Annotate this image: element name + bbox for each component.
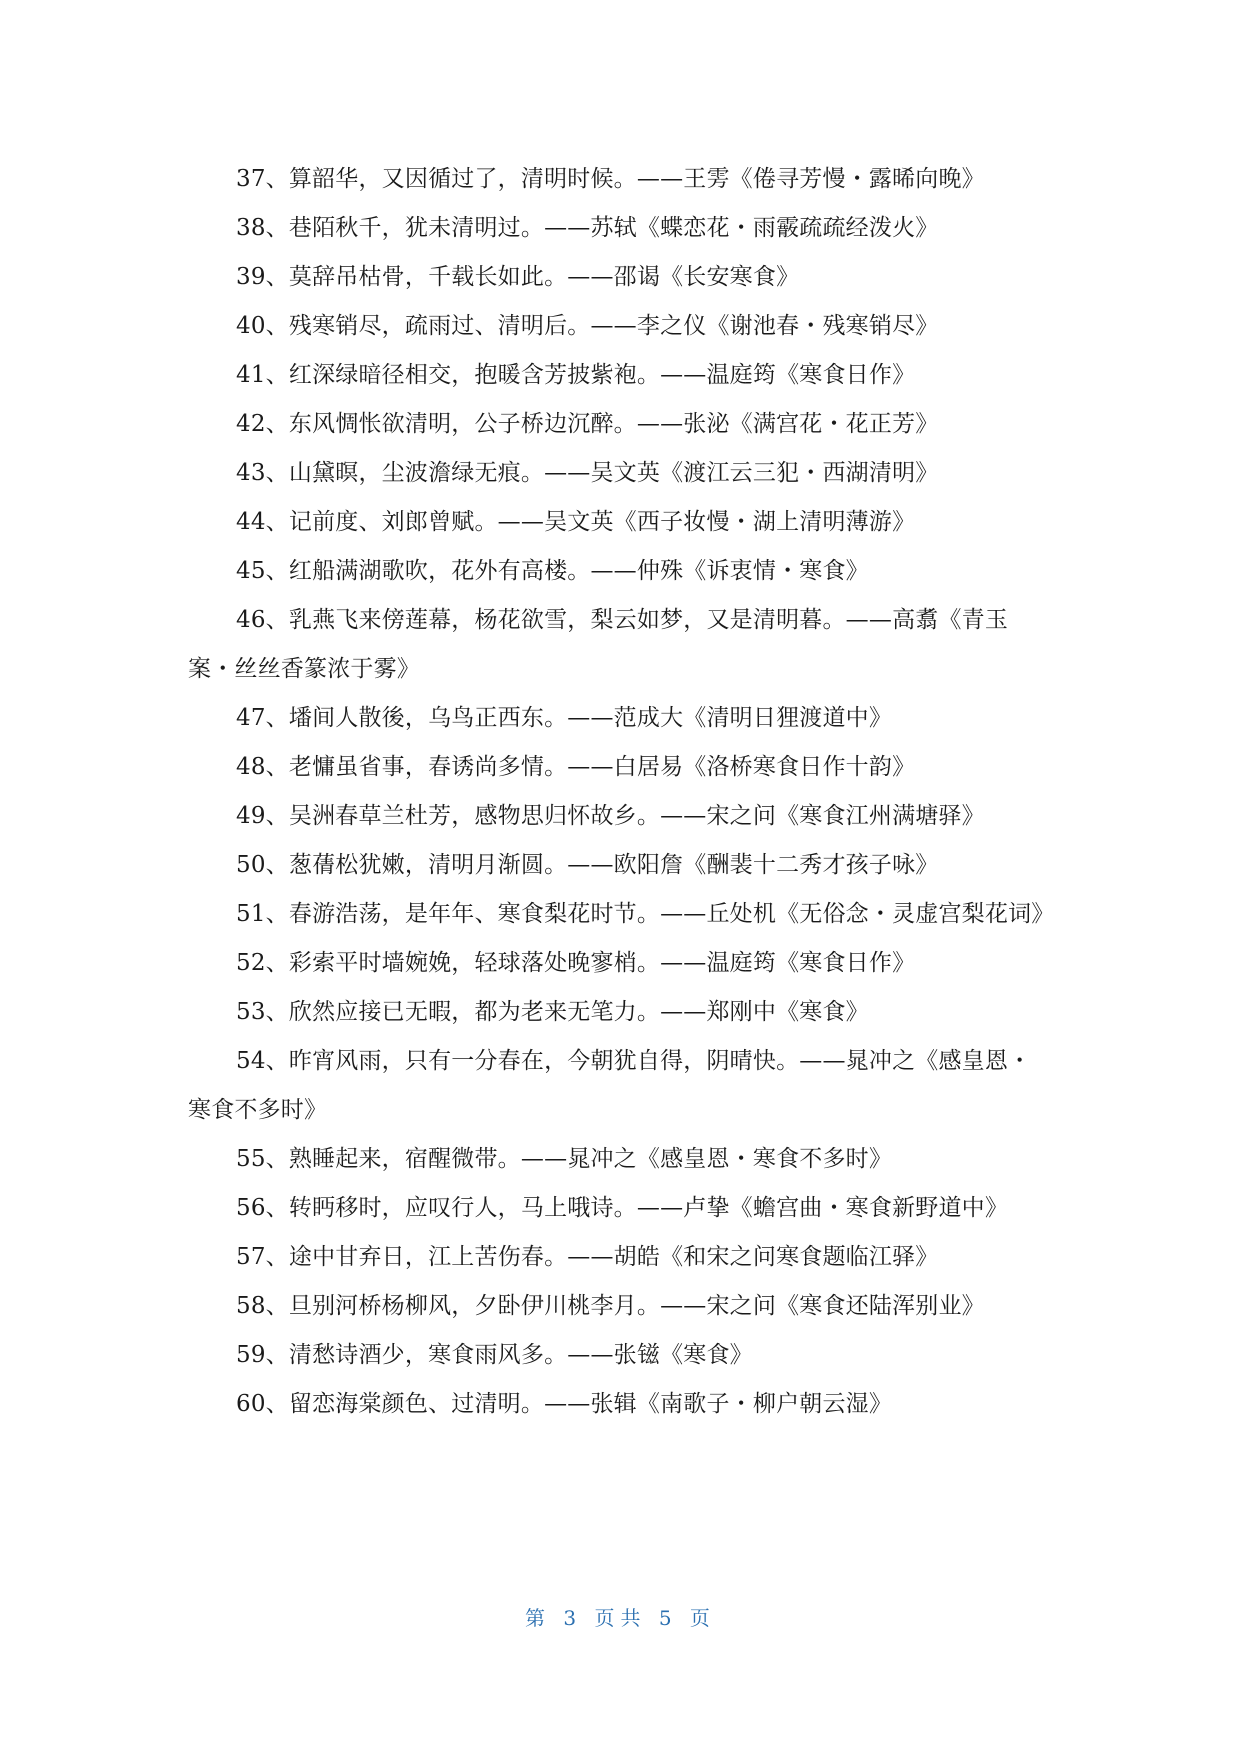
page-number: 第 3 页共 5 页 xyxy=(525,1606,716,1630)
list-item: 47、墦间人散後，乌鸟正西东。——范成大《清明日狸渡道中》 xyxy=(236,705,893,731)
list-item: 43、山黛暝，尘波澹绿无痕。——吴文英《渡江云三犯・西湖清明》 xyxy=(236,460,939,486)
list-item: 48、老慵虽省事，春诱尚多情。——白居易《洛桥寒食日作十韵》 xyxy=(236,754,916,780)
list-item: 44、记前度、刘郎曾赋。——吴文英《西子妆慢・湖上清明薄游》 xyxy=(236,509,916,535)
list-item: 53、欣然应接已无暇，都为老来无笔力。——郑刚中《寒食》 xyxy=(236,999,869,1025)
page-footer xyxy=(0,1602,1241,1631)
list-item: 57、途中甘弃日，江上苦伤春。——胡皓《和宋之问寒食题临江驿》 xyxy=(236,1244,939,1270)
list-item: 60、留恋海棠颜色、过清明。——张辑《南歌子・柳户朝云湿》 xyxy=(236,1391,893,1417)
list-item: 49、吴洲春草兰杜芳，感物思归怀故乡。——宋之问《寒食江州满塘驿》 xyxy=(236,803,985,829)
list-item: 46、乳燕飞来傍莲幕，杨花欲雪，梨云如梦，又是清明暮。——高翥《青玉案・丝丝香篆浓于雾》 xyxy=(188,607,1009,682)
list-item: 50、葱蒨松犹嫩，清明月渐圆。——欧阳詹《酬裴十二秀才孩子咏》 xyxy=(236,852,939,878)
list-item: 56、转眄移时，应叹行人，马上哦诗。——卢挚《蟾宫曲・寒食新野道中》 xyxy=(236,1195,1009,1221)
list-item: 55、熟睡起来，宿醒微带。——晁冲之《感皇恩・寒食不多时》 xyxy=(236,1146,893,1172)
list-item: 38、巷陌秋千，犹未清明过。——苏轼《蝶恋花・雨霰疏疏经泼火》 xyxy=(236,215,939,241)
list-item: 41、红深绿暗径相交，抱暖含芳披紫袍。——温庭筠《寒食日作》 xyxy=(236,362,916,388)
list-item: 40、残寒销尽，疏雨过、清明后。——李之仪《谢池春・残寒销尽》 xyxy=(236,313,939,339)
list-item: 52、彩索平时墙婉娩，轻球落处晚寥梢。——温庭筠《寒食日作》 xyxy=(236,950,916,976)
list-item: 58、旦别河桥杨柳风，夕卧伊川桃李月。——宋之问《寒食还陆浑别业》 xyxy=(236,1293,985,1319)
list-item: 42、东风惆怅欲清明，公子桥边沉醉。——张泌《满宫花・花正芳》 xyxy=(236,411,939,437)
list-item: 59、清愁诗酒少，寒食雨风多。——张镃《寒食》 xyxy=(236,1342,753,1368)
list-item: 54、昨宵风雨，只有一分春在，今朝犹自得，阴晴快。——晁冲之《感皇恩・寒食不多时》 xyxy=(188,1048,1032,1123)
list-item: 39、莫辞吊枯骨，千载长如此。——邵谒《长安寒食》 xyxy=(236,264,800,290)
list-item: 51、春游浩荡，是年年、寒食梨花时节。——丘处机《无俗念・灵虚宫梨花词》 xyxy=(236,901,1055,927)
list-item: 45、红船满湖歌吹，花外有高楼。——仲殊《诉衷情・寒食》 xyxy=(236,558,869,584)
poem-list xyxy=(188,155,1055,1429)
list-item: 37、算韶华，又因循过了，清明时候。——王雱《倦寻芳慢・露晞向晚》 xyxy=(236,166,985,192)
